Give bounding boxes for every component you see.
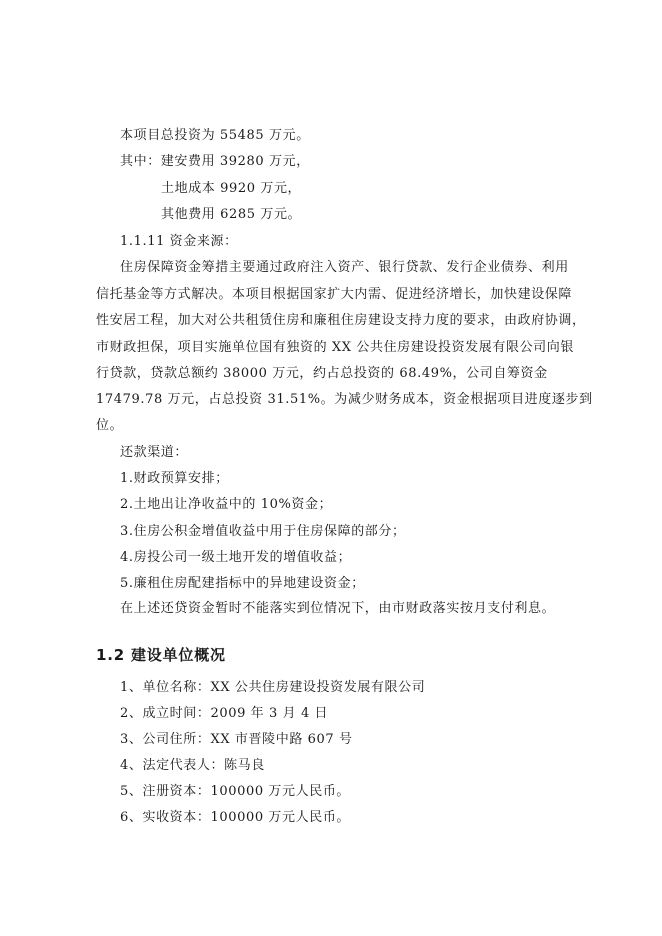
repayment-item: 3.住房公积金增值收益中用于住房保障的部分；: [120, 524, 406, 539]
repayment-item: 2.土地出让净收益中的 10%资金；: [120, 497, 333, 512]
company-info-item: 3、公司住所：XX 市晋陵中路 607 号: [120, 732, 353, 747]
repayment-title: 还款渠道：: [120, 445, 189, 460]
repayment-item: 1.财政预算安排；: [120, 471, 229, 486]
funding-paragraph-line: 信托基金等方式解决。本项目根据国家扩大内需、促进经济增长，加快建设保障: [96, 287, 573, 302]
company-info-item: 6、实收资本：100000 万元人民币。: [120, 810, 351, 825]
other-cost-line: 其他费用 6285 万元。: [161, 207, 302, 222]
funding-paragraph-line: 17479.78 万元，占总投资 31.51%。为减少财务成本，资金根据项目进度逐步到: [96, 392, 593, 407]
repayment-item: 4.房投公司一级土地开发的增值收益；: [120, 550, 352, 565]
funding-section-title: 1.1.11 资金来源：: [120, 234, 238, 249]
total-investment-line: 本项目总投资为 55485 万元。: [120, 128, 310, 143]
funding-paragraph-line: 位。: [96, 418, 124, 433]
company-info-item: 1、单位名称：XX 公共住房建设投资发展有限公司: [120, 680, 426, 695]
funding-paragraph-line: 行贷款，贷款总额约 38000 万元，约占总投资的 68.49%，公司自筹资金: [96, 366, 548, 381]
land-cost-line: 土地成本 9920 万元，: [161, 181, 302, 196]
repayment-note: 在上述还贷资金暂时不能落实到位情况下，由市财政落实按月支付利息。: [120, 601, 556, 616]
section-heading: 1.2 建设单位概况: [96, 646, 226, 664]
funding-paragraph-line: 市财政担保，项目实施单位国有独资的 XX 公共住房建设投资发展有限公司向银: [96, 340, 574, 355]
company-info-item: 2、成立时间：2009 年 3 月 4 日: [120, 706, 329, 721]
repayment-item: 5.廉租住房配建指标中的异地建设资金；: [120, 576, 365, 591]
breakdown-intro-line: 其中：建安费用 39280 万元，: [120, 154, 310, 169]
company-info-item: 5、注册资本：100000 万元人民币。: [120, 784, 351, 799]
company-info-item: 4、法定代表人：陈马良: [120, 758, 265, 773]
funding-paragraph-line: 住房保障资金筹措主要通过政府注入资产、银行贷款、发行企业债券、利用: [120, 260, 569, 275]
funding-paragraph-line: 性安居工程，加大对公共租赁住房和廉租住房建设支持力度的要求，由政府协调，: [96, 313, 586, 328]
